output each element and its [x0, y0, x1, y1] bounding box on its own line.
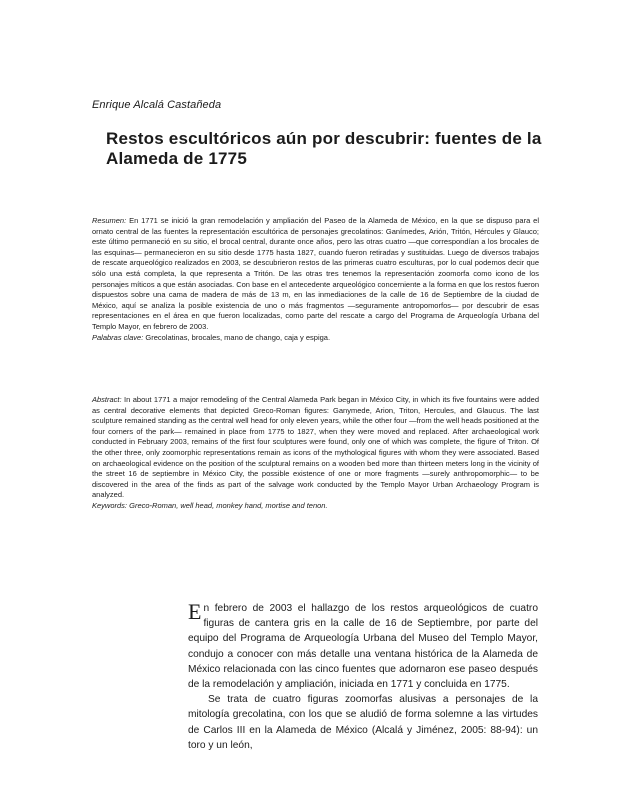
- running-header-author: Enrique Alcalá Castañeda: [92, 99, 222, 111]
- spanish-abstract: [92, 216, 539, 343]
- abstract-label: Abstract:: [92, 395, 122, 404]
- body-paragraph-1-text: n febrero de 2003 el hallazgo de los restos arqueológicos de cuatro figuras de cantera gris en la calle de 16 de Septiembre, por parte del equipo del Programa de Arqueología Urbana del Museo del Templo Mayor, condujo a conocer con más detalle una ventana histórica de la Alameda de México relacionada con las cinco fuentes que adornaron ese paseo después de la remodelación y ampliación, iniciada en 1771 y concluida en 1775.: [188, 603, 538, 691]
- drop-cap: E: [188, 599, 202, 624]
- english-abstract: [92, 395, 539, 512]
- keywords-label: Keywords:: [92, 500, 128, 510]
- body-paragraph-2: Se trata de cuatro figuras zoomorfas alusivas a personajes de la mitología grecolatina, con los que se aludió de forma solemne a las virtudes de Carlos III en la Alameda de México (Alcalá y Jiménez, 2005: 88-94): un toro y un león,: [188, 694, 538, 751]
- body-paragraph-1: [188, 601, 538, 692]
- english-keywords: [92, 501, 539, 512]
- resumen-label: Resumen:: [92, 216, 127, 225]
- abstract-paragraph: [92, 395, 539, 501]
- spanish-keywords: [92, 333, 539, 344]
- article-title: Restos escultóricos aún por descubrir: fuentes de la Alameda de 1775: [106, 129, 542, 168]
- article-body: [188, 601, 538, 753]
- keywords-text: Greco-Roman, well head, monkey hand, mortise and tenon.: [129, 500, 328, 510]
- abstract-text: In about 1771 a major remodeling of the Central Alameda Park began in México City, in which its five fountains were added as central decorative elements that depicted Greco-Roman figures: Ganymede, Arion, Triton, Hercules, and Glaucus. The last sculpture remained standing as the central well head for only eleven years, while the other four —from the well heads positioned at the four corners of the park— remained in place from 1775 to 1827, when they were moved and replaced. After archaeological work conducted in February 2003, remains of the first four sculptures were found, only one of which was complete, the figure of Triton. Of the other three, only zoomorphic representations remain as icons of the mythological figures with whom they were associated. Based on archaeological evidence on the position of the sculptural remains on a wooden bed more than thirteen meters long in the vicinity of the street 16 de septiembre in México City, the possible existence of one or more fragments —surely anthropomorphic— to be discovered in the area of the finds as part of the salvage work conducted by the Templo Mayor Urban Archaeology Program is analyzed.: [92, 395, 539, 500]
- palabras-clave-label: Palabras clave:: [92, 332, 144, 342]
- palabras-clave-text: Grecolatinas, brocales, mano de chango, caja y espiga.: [145, 332, 331, 342]
- resumen-paragraph: [92, 216, 539, 333]
- resumen-text: En 1771 se inició la gran remodelación y ampliación del Paseo de la Alameda de México, en la que se dispuso para el ornato central de las fuentes la representación escultórica de personajes grecolatinos: Ganímedes, Arión, Tritón, Hércules y Glauco; este último permaneció en su sitio, el brocal central, durante once años, pero las otras cuatro —que correspondían a los brocales de las esquinas— permanecieron en su sitio desde 1775 hasta 1827, cuando fueron retiradas y sustituidas. Luego de diversos trabajos de rescate arqueológico realizados en 2003, se descubrieron restos de las primeras cuatro esculturas, por lo cual podemos decir que sólo una está completa, la que representa a Tritón. De las otras tres tenemos la representación zoomorfa como icono de los personajes míticos a que están asociadas. Con base en el antecedente arqueológico concerniente a la forma en que los restos fueron dispuestos sobre una cama de madera de más de 13 m, en las inmediaciones de la calle de 16 de Septiembre de la ciudad de México, aquí se analiza la posible existencia de uno o más fragmentos —seguramente antropomorfos— por descubrir de esas representaciones en el área en que fueron localizadas, como parte del rescate a cargo del Programa de Arqueología Urbana del Templo Mayor, en febrero de 2003.: [92, 216, 539, 331]
